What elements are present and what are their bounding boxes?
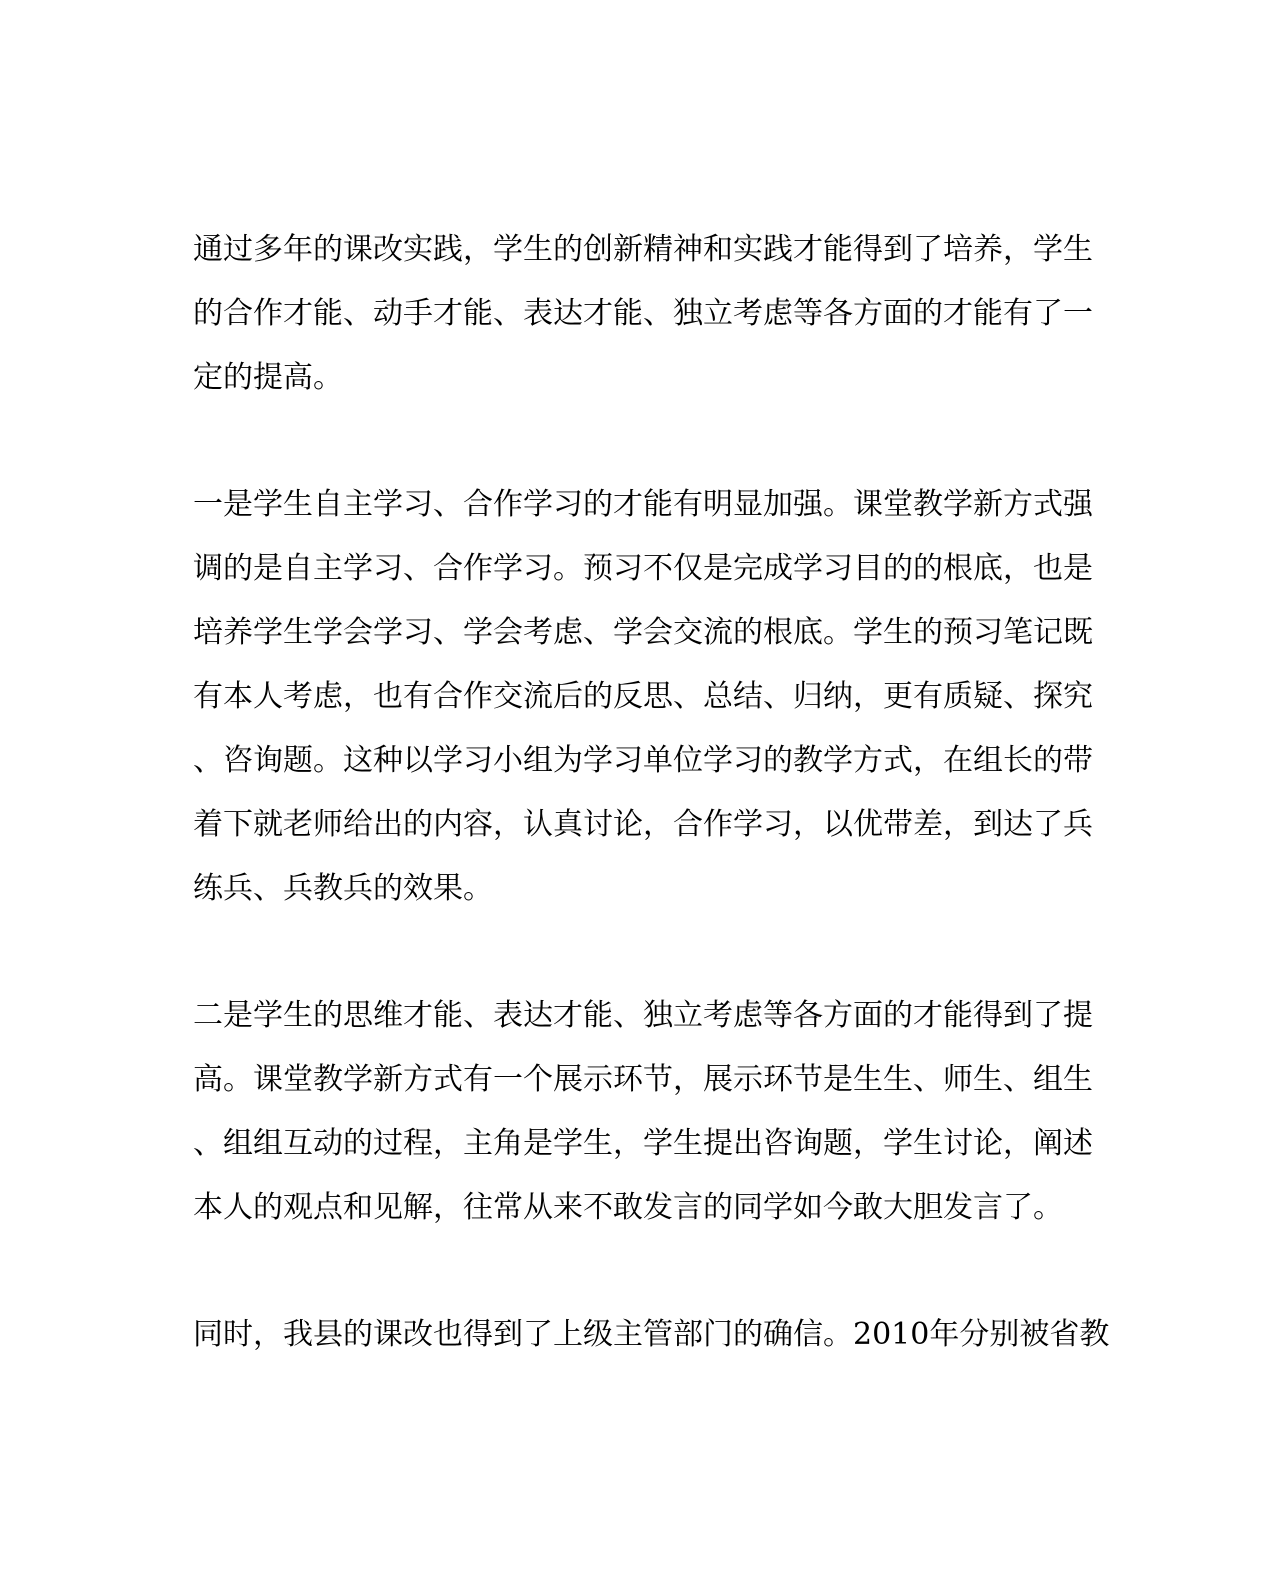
text-line: 一是学生自主学习、合作学习的才能有明显加强。课堂教学新方式强 xyxy=(193,487,1093,522)
text-line: 二是学生的思维才能、表达才能、独立考虑等各方面的才能得到了提 xyxy=(193,998,1093,1033)
text-line: 、咨询题。这种以学习小组为学习单位学习的教学方式，在组长的带 xyxy=(193,743,1093,778)
text-line: 练兵、兵教兵的效果。 xyxy=(193,871,493,906)
text-line: 调的是自主学习、合作学习。预习不仅是完成学习目的的根底，也是 xyxy=(193,551,1093,586)
text-line: 本人的观点和见解，往常从来不敢发言的同学如今敢大胆发言了。 xyxy=(193,1190,1063,1225)
text-line: 培养学生学会学习、学会考虑、学会交流的根底。学生的预习笔记既 xyxy=(193,615,1093,650)
text-line: 有本人考虑，也有合作交流后的反思、总结、归纳，更有质疑、探究 xyxy=(193,679,1093,714)
paragraph-2 xyxy=(193,473,1093,921)
paragraph-4 xyxy=(193,1303,1110,1367)
text-line: 定的提高。 xyxy=(193,360,343,395)
text-line: 同时，我县的课改也得到了上级主管部门的确信。2010年分别被省教 xyxy=(193,1317,1110,1352)
text-line: 着下就老师给出的内容，认真讨论，合作学习，以优带差，到达了兵 xyxy=(193,807,1093,842)
text-line: 高。课堂教学新方式有一个展示环节，展示环节是生生、师生、组生 xyxy=(193,1062,1093,1097)
paragraph-3 xyxy=(193,984,1093,1240)
text-line: 的合作才能、动手才能、表达才能、独立考虑等各方面的才能有了一 xyxy=(193,296,1093,331)
text-line: 通过多年的课改实践，学生的创新精神和实践才能得到了培养，学生 xyxy=(193,232,1093,267)
text-line: 、组组互动的过程，主角是学生，学生提出咨询题，学生讨论，阐述 xyxy=(193,1126,1093,1161)
paragraph-1 xyxy=(193,218,1093,410)
